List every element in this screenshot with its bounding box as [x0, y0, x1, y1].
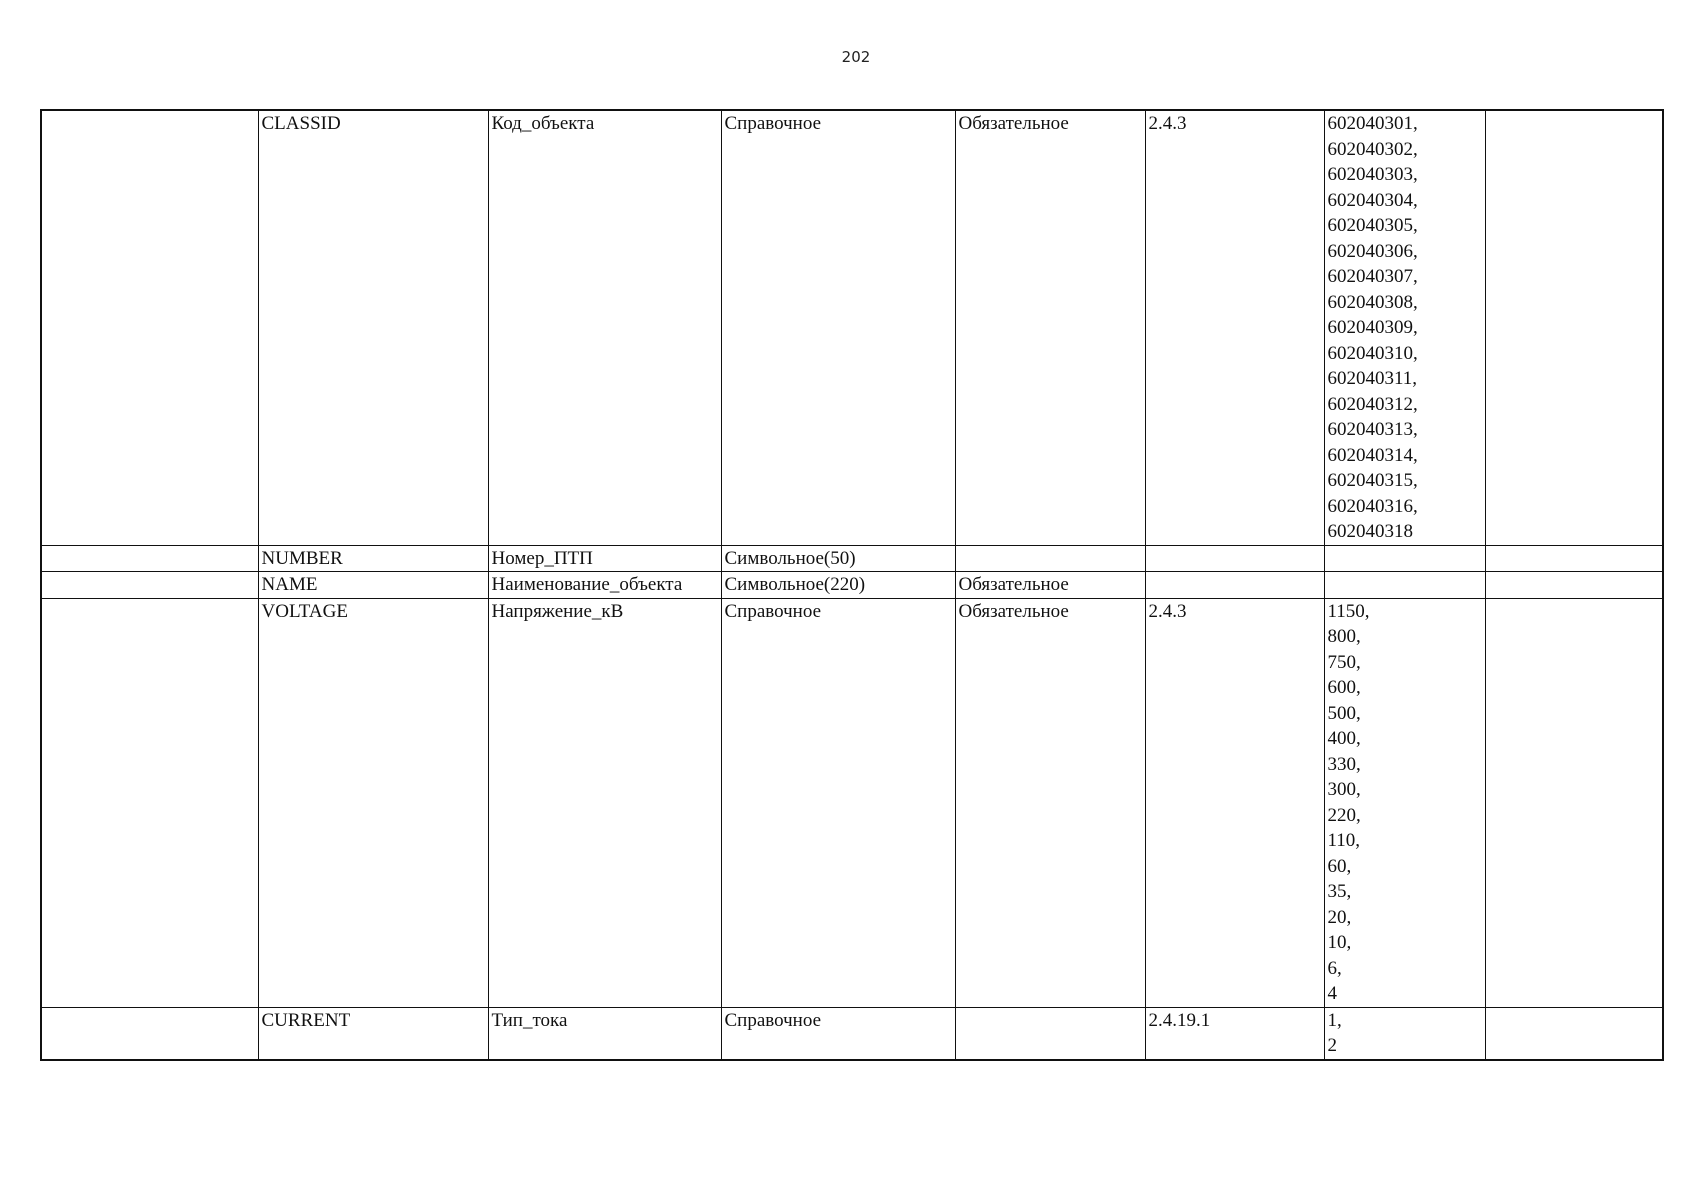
note-cell — [1485, 110, 1663, 545]
allowed-value: 602040303, — [1327, 164, 1418, 185]
allowed-value: 602040318 — [1327, 521, 1413, 542]
allowed-value: 602040307, — [1327, 266, 1418, 287]
reference-cell — [1145, 572, 1324, 599]
allowed-values-cell — [1324, 572, 1485, 599]
allowed-value: 602040313, — [1327, 419, 1418, 440]
field-name-cell: CURRENT — [258, 1007, 488, 1060]
attribute-table — [40, 109, 1664, 1061]
field-name-cell: VOLTAGE — [258, 598, 488, 1007]
allowed-value: 602040314, — [1327, 444, 1418, 466]
table-row — [41, 545, 1663, 572]
allowed-values-cell — [1324, 598, 1485, 1007]
table-row — [41, 1007, 1663, 1060]
allowed-value: 602040310, — [1327, 342, 1418, 364]
note-cell — [1485, 545, 1663, 572]
allowed-value: 20, — [1327, 906, 1352, 928]
field-alias-cell: Тип_тока — [488, 1007, 721, 1060]
allowed-value: 330, — [1327, 753, 1361, 775]
allowed-value: 602040304, — [1327, 189, 1418, 211]
reference-cell: 2.4.19.1 — [1145, 1007, 1324, 1060]
group-cell — [41, 1007, 258, 1060]
allowed-values-cell — [1324, 110, 1485, 545]
allowed-value: 6, — [1327, 957, 1342, 979]
required-cell: Обязательное — [955, 572, 1145, 599]
table-row — [41, 598, 1663, 1007]
allowed-value: 60, — [1327, 855, 1352, 877]
allowed-value: 602040306, — [1327, 240, 1418, 262]
allowed-value: 602040302, — [1327, 138, 1418, 160]
required-cell — [955, 545, 1145, 572]
allowed-value: 500, — [1327, 702, 1361, 724]
allowed-value: 110, — [1327, 830, 1361, 851]
page-number: 202 — [841, 48, 871, 66]
field-alias-cell: Номер_ПТП — [488, 545, 721, 572]
allowed-value: 602040315, — [1327, 470, 1418, 491]
field-name-cell: NUMBER — [258, 545, 488, 572]
group-cell — [41, 598, 258, 1007]
allowed-value: 220, — [1327, 804, 1361, 826]
allowed-value: 400, — [1327, 728, 1361, 749]
allowed-value: 602040305, — [1327, 215, 1418, 236]
note-cell — [1485, 572, 1663, 599]
note-cell — [1485, 1007, 1663, 1060]
field-type-cell: Символьное(50) — [721, 545, 955, 572]
field-type-cell: Справочное — [721, 1007, 955, 1060]
allowed-value: 602040316, — [1327, 495, 1418, 517]
required-cell: Обязательное — [955, 598, 1145, 1007]
required-cell — [955, 1007, 1145, 1060]
allowed-values-cell — [1324, 1007, 1485, 1060]
field-type-cell: Символьное(220) — [721, 572, 955, 599]
allowed-value: 2 — [1327, 1035, 1337, 1056]
allowed-value: 1150, — [1327, 600, 1370, 622]
allowed-value: 10, — [1327, 932, 1352, 953]
reference-cell: 2.4.3 — [1145, 598, 1324, 1007]
allowed-value: 602040301, — [1327, 113, 1418, 134]
allowed-value: 602040308, — [1327, 291, 1418, 313]
allowed-value: 35, — [1327, 881, 1352, 902]
allowed-values-cell — [1324, 545, 1485, 572]
field-alias-cell: Напряжение_кВ — [488, 598, 721, 1007]
field-name-cell: NAME — [258, 572, 488, 599]
field-name-cell: CLASSID — [258, 110, 488, 545]
field-alias-cell: Код_объекта — [488, 110, 721, 545]
allowed-value: 750, — [1327, 651, 1361, 673]
allowed-value: 602040312, — [1327, 393, 1418, 415]
allowed-value: 300, — [1327, 779, 1361, 800]
field-type-cell: Справочное — [721, 598, 955, 1007]
field-alias-cell: Наименование_объекта — [488, 572, 721, 599]
attribute-table-body — [41, 110, 1663, 1060]
allowed-value: 4 — [1327, 983, 1337, 1004]
allowed-value: 1, — [1327, 1009, 1342, 1031]
allowed-value: 600, — [1327, 677, 1361, 698]
allowed-value: 602040311, — [1327, 368, 1418, 389]
required-cell: Обязательное — [955, 110, 1145, 545]
note-cell — [1485, 598, 1663, 1007]
allowed-value: 800, — [1327, 626, 1361, 647]
table-row — [41, 572, 1663, 599]
allowed-value: 602040309, — [1327, 317, 1418, 338]
field-type-cell: Справочное — [721, 110, 955, 545]
group-cell — [41, 110, 258, 545]
group-cell — [41, 545, 258, 572]
table-row — [41, 110, 1663, 545]
reference-cell — [1145, 545, 1324, 572]
reference-cell: 2.4.3 — [1145, 110, 1324, 545]
group-cell — [41, 572, 258, 599]
